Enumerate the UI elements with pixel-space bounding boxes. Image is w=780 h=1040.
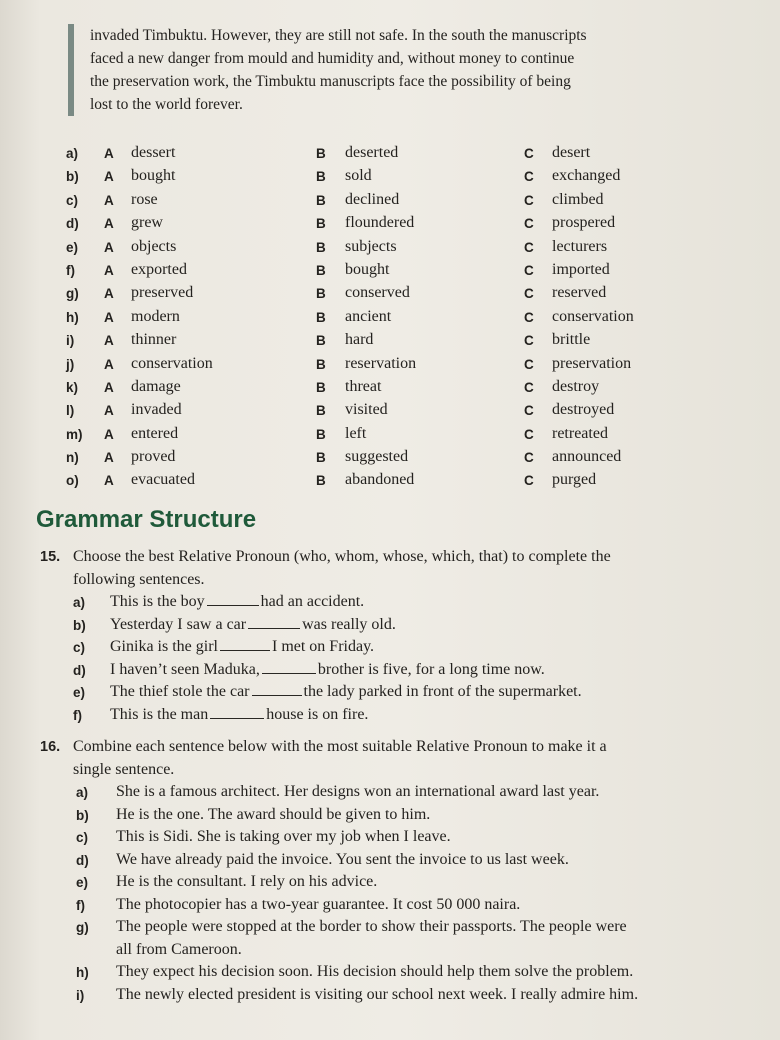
- option-word-c: desert: [552, 144, 591, 161]
- option-letter-a: A: [104, 239, 114, 255]
- option-word-c: lecturers: [552, 237, 608, 255]
- vocab-row: [40, 423, 740, 446]
- item-text-before: This is the man: [110, 705, 209, 723]
- vocab-row: [40, 446, 740, 469]
- item-text-after: house is on fire.: [266, 705, 369, 723]
- item-label: g): [76, 920, 89, 935]
- item-label: f): [66, 262, 75, 278]
- item-label: d): [76, 852, 89, 868]
- option-word-a: grew: [131, 214, 163, 232]
- item-text-after: I met on Friday.: [271, 638, 375, 656]
- vocab-row: [40, 376, 740, 399]
- option-word-c: purged: [552, 471, 597, 489]
- section-heading: Grammar Structure: [36, 506, 257, 533]
- option-word-a: evacuated: [131, 471, 195, 489]
- instruction-line: single sentence.: [73, 760, 175, 778]
- item-label: b): [66, 169, 79, 185]
- question-number: 15.: [40, 549, 61, 565]
- option-word-c: imported: [552, 260, 610, 278]
- option-letter-c: C: [524, 262, 534, 278]
- item-label: g): [66, 286, 79, 302]
- reading-passage: [68, 24, 720, 116]
- option-word-b: conserved: [345, 284, 410, 302]
- item-label: a): [73, 595, 86, 610]
- option-letter-c: C: [524, 356, 534, 372]
- item-label: c): [73, 640, 86, 656]
- option-letter-a: A: [104, 450, 114, 466]
- option-letter-a: A: [104, 426, 114, 442]
- option-letter-b: B: [316, 450, 326, 466]
- option-letter-b: B: [316, 146, 326, 161]
- question-15: [40, 546, 720, 727]
- vocab-row: [40, 165, 740, 188]
- option-letter-a: A: [104, 146, 114, 161]
- item-text: The people were stopped at the border to show their passports. The people were: [116, 918, 627, 935]
- item-label: f): [76, 897, 85, 913]
- answer-blank[interactable]: [252, 681, 302, 696]
- item-label: n): [66, 450, 79, 466]
- fill-blank-item: [40, 591, 720, 614]
- combine-sentence-item: [40, 961, 720, 984]
- combine-sentence-item: [40, 984, 720, 1007]
- vocab-row: [40, 282, 740, 305]
- fill-blank-item: [40, 681, 720, 704]
- option-letter-a: A: [104, 216, 114, 232]
- fill-blank-item: [40, 614, 720, 637]
- vocabulary-options: [40, 142, 740, 493]
- item-text: He is the one. The award should be given to him.: [116, 805, 431, 823]
- answer-blank[interactable]: [262, 659, 316, 674]
- option-letter-c: C: [524, 403, 534, 419]
- option-word-a: objects: [131, 237, 177, 255]
- answer-blank[interactable]: [220, 636, 270, 651]
- item-text-after: the lady parked in front of the supermarket.: [303, 683, 582, 701]
- passage-line: invaded Timbuktu. However, they are still not safe. In the south the manuscripts: [90, 27, 587, 44]
- vocab-row: [40, 189, 740, 212]
- item-label: b): [73, 617, 86, 633]
- combine-sentence-item: [40, 871, 720, 894]
- item-text: She is a famous architect. Her designs won an international award last year.: [116, 783, 600, 800]
- option-letter-a: A: [104, 262, 114, 278]
- option-letter-c: C: [524, 473, 534, 489]
- option-letter-b: B: [316, 333, 326, 349]
- item-label: k): [66, 379, 79, 395]
- vocab-row: [40, 399, 740, 422]
- option-letter-a: A: [104, 192, 114, 208]
- option-word-b: ancient: [345, 307, 392, 325]
- option-word-b: declined: [345, 190, 400, 208]
- option-word-b: subjects: [345, 237, 397, 255]
- item-text: He is the consultant. I rely on his advice.: [116, 873, 378, 890]
- option-letter-a: A: [104, 473, 114, 489]
- option-word-c: brittle: [552, 331, 591, 349]
- option-letter-c: C: [524, 286, 534, 302]
- combine-sentence-item: [40, 849, 720, 872]
- option-word-c: announced: [552, 448, 622, 466]
- option-word-c: prospered: [552, 214, 616, 232]
- item-text: [110, 614, 396, 637]
- option-word-a: thinner: [131, 331, 177, 349]
- option-letter-b: B: [316, 192, 326, 208]
- option-word-c: destroy: [552, 377, 600, 395]
- option-letter-b: B: [316, 286, 326, 302]
- option-word-b: hard: [345, 331, 374, 349]
- option-letter-b: B: [316, 262, 326, 278]
- option-letter-b: B: [316, 379, 326, 395]
- option-letter-c: C: [524, 192, 534, 208]
- item-label: h): [66, 309, 79, 325]
- option-word-b: left: [345, 424, 367, 442]
- option-word-c: destroyed: [552, 401, 615, 419]
- option-letter-a: A: [104, 333, 114, 349]
- option-word-a: modern: [131, 307, 180, 325]
- item-label: c): [66, 192, 79, 208]
- option-word-c: reserved: [552, 284, 607, 302]
- item-text: We have already paid the invoice. You sent the invoice to us last week.: [116, 850, 569, 868]
- item-label: i): [66, 333, 75, 349]
- item-text-continued: all from Cameroon.: [116, 940, 242, 958]
- option-letter-b: B: [316, 473, 326, 489]
- vocab-row: [40, 142, 740, 165]
- item-label: o): [66, 473, 79, 489]
- option-word-a: conservation: [131, 354, 213, 372]
- item-label: m): [66, 426, 83, 442]
- option-letter-a: A: [104, 286, 114, 302]
- option-word-a: bought: [131, 167, 176, 185]
- question-15-items: [40, 591, 720, 727]
- vocab-row: [40, 212, 740, 235]
- passage-line: faced a new danger from mould and humidity and, without money to continue: [90, 50, 575, 67]
- vocab-row: [40, 306, 740, 329]
- option-word-c: conservation: [552, 307, 634, 325]
- option-word-a: rose: [131, 190, 158, 208]
- item-label: e): [66, 239, 79, 255]
- item-text-before: This is the boy: [110, 593, 205, 610]
- item-text: [110, 591, 364, 614]
- question-instruction: [73, 546, 720, 591]
- item-text: The photocopier has a two-year guarantee. It cost 50 000 naira.: [116, 895, 521, 913]
- option-letter-a: A: [104, 356, 114, 372]
- option-word-a: proved: [131, 448, 176, 466]
- instruction-line: Choose the best Relative Pronoun (who, whom, whose, which, that) to complete the: [73, 548, 611, 565]
- option-letter-a: A: [104, 309, 114, 325]
- item-text: [110, 704, 368, 727]
- fill-blank-item: [40, 704, 720, 727]
- fill-blank-item: [40, 636, 720, 659]
- item-label: l): [66, 403, 75, 419]
- answer-blank[interactable]: [248, 614, 300, 629]
- option-letter-a: A: [104, 403, 114, 419]
- item-label: e): [76, 875, 89, 890]
- passage-line: the preservation work, the Timbuktu manuscripts face the possibility of being: [90, 73, 571, 90]
- item-text-before: Ginika is the girl: [110, 638, 218, 656]
- item-text: This is Sidi. She is taking over my job when I leave.: [116, 828, 451, 845]
- question-16: [40, 736, 720, 1006]
- item-text: The newly elected president is visiting our school next week. I really admire him.: [116, 985, 639, 1003]
- option-word-c: retreated: [552, 424, 608, 442]
- option-word-b: sold: [345, 167, 372, 185]
- passage-line: lost to the world forever.: [90, 96, 243, 113]
- instruction-line: following sentences.: [73, 570, 205, 588]
- question-16-items: [40, 781, 720, 1006]
- option-letter-b: B: [316, 426, 326, 442]
- option-letter-b: B: [316, 403, 326, 419]
- option-letter-a: A: [104, 169, 114, 185]
- combine-sentence-item: [40, 804, 720, 827]
- option-word-a: damage: [131, 377, 181, 395]
- combine-sentence-item: [40, 781, 720, 804]
- option-word-a: dessert: [131, 144, 176, 161]
- item-label: i): [76, 987, 85, 1003]
- item-label: a): [76, 785, 89, 800]
- option-word-a: entered: [131, 424, 179, 442]
- answer-blank[interactable]: [207, 591, 259, 606]
- item-text: [110, 681, 582, 704]
- question-number: 16.: [40, 739, 61, 755]
- option-letter-b: B: [316, 309, 326, 325]
- item-text: They expect his decision soon. His decision should help them solve the problem.: [116, 963, 634, 980]
- item-text: [110, 636, 374, 659]
- vocab-row: [40, 236, 740, 259]
- option-word-b: deserted: [345, 144, 399, 161]
- combine-sentence-item: [40, 894, 720, 917]
- option-letter-c: C: [524, 216, 534, 232]
- fill-blank-item: [40, 659, 720, 682]
- item-text-before: I haven’t seen Maduka,: [110, 660, 260, 678]
- option-word-b: bought: [345, 260, 390, 278]
- option-letter-b: B: [316, 216, 326, 232]
- item-label: f): [73, 707, 82, 723]
- option-letter-c: C: [524, 146, 534, 161]
- option-letter-c: C: [524, 239, 534, 255]
- vocab-row: [40, 259, 740, 282]
- option-letter-b: B: [316, 356, 326, 372]
- option-letter-c: C: [524, 379, 534, 395]
- vocab-row: [40, 353, 740, 376]
- option-letter-c: C: [524, 169, 534, 185]
- option-word-b: visited: [345, 401, 388, 419]
- item-text: [110, 659, 545, 682]
- option-letter-c: C: [524, 450, 534, 466]
- item-label: c): [76, 830, 89, 845]
- vocab-row: [40, 329, 740, 352]
- combine-sentence-item: [40, 916, 720, 961]
- item-text-before: Yesterday I saw a car: [110, 615, 247, 633]
- combine-sentence-item: [40, 826, 720, 849]
- option-word-c: exchanged: [552, 167, 621, 185]
- option-word-c: climbed: [552, 190, 604, 208]
- option-word-a: exported: [131, 260, 187, 278]
- option-letter-a: A: [104, 379, 114, 395]
- option-letter-c: C: [524, 333, 534, 349]
- item-text-after: brother is five, for a long time now.: [317, 660, 545, 678]
- item-label: h): [76, 965, 89, 980]
- instruction-line: Combine each sentence below with the most suitable Relative Pronoun to make it a: [73, 738, 607, 755]
- option-word-c: preservation: [552, 354, 632, 372]
- option-word-a: invaded: [131, 401, 182, 419]
- option-word-a: preserved: [131, 284, 194, 302]
- option-letter-c: C: [524, 426, 534, 442]
- option-word-b: floundered: [345, 214, 415, 232]
- item-label: d): [66, 216, 79, 232]
- item-label: b): [76, 807, 89, 823]
- item-text-before: The thief stole the car: [110, 683, 250, 701]
- question-instruction: [73, 736, 720, 781]
- option-word-b: abandoned: [345, 471, 415, 489]
- item-label: j): [66, 356, 75, 372]
- option-word-b: suggested: [345, 448, 409, 466]
- option-word-b: reservation: [345, 354, 417, 372]
- item-text-after: was really old.: [302, 615, 396, 633]
- item-label: e): [73, 685, 86, 701]
- item-text-after: had an accident.: [260, 593, 365, 610]
- option-letter-c: C: [524, 309, 534, 325]
- option-letter-b: B: [316, 169, 326, 185]
- item-label: a): [66, 146, 79, 161]
- option-letter-b: B: [316, 239, 326, 255]
- item-label: d): [73, 662, 86, 678]
- option-word-b: threat: [345, 377, 382, 395]
- vocab-row: [40, 469, 740, 492]
- answer-blank[interactable]: [210, 704, 264, 719]
